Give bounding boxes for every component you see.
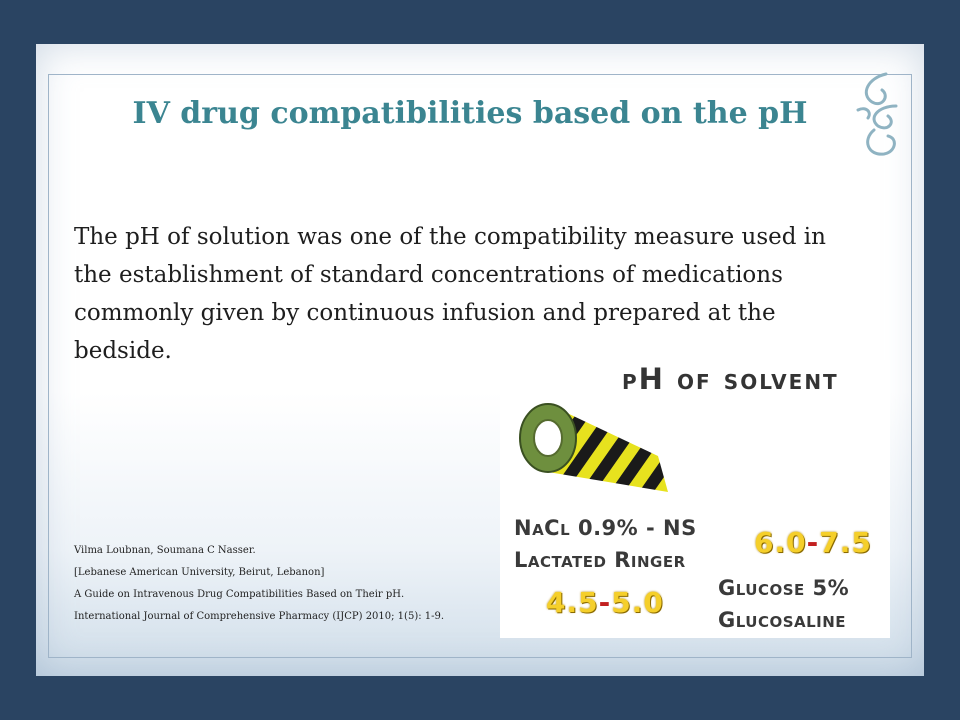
solvent-label-ringer: Lactated Ringer bbox=[514, 548, 686, 572]
body-paragraph: The pH of solution was one of the compatibility measure used in the establishment of standard concentrations of medications commonly given by continuous infusion and prepared at the bedside. bbox=[74, 224, 826, 364]
solvent-label-glucosaline: Glucosaline bbox=[718, 608, 847, 632]
reference-line: [Lebanese American University, Beirut, Lebanon] bbox=[74, 567, 325, 578]
caution-tape-roll-icon bbox=[508, 386, 688, 506]
ph-range-a-low: 6.0 bbox=[754, 526, 807, 559]
solvent-label-glucose: Glucose 5% bbox=[718, 576, 850, 600]
references bbox=[74, 540, 514, 628]
ph-range-b-low: 4.5 bbox=[546, 586, 599, 619]
graphic-title: pH of solvent bbox=[622, 362, 839, 396]
ph-range-a-high: 7.5 bbox=[819, 526, 872, 559]
ph-solvent-graphic bbox=[500, 360, 890, 638]
ph-range-a-dash: - bbox=[806, 526, 820, 559]
ph-range-b bbox=[546, 586, 664, 619]
ph-range-b-dash: - bbox=[598, 586, 612, 619]
reference-line: A Guide on Intravenous Drug Compatibilities Based on Their pH. bbox=[74, 589, 405, 600]
ph-range-b-high: 5.0 bbox=[611, 586, 664, 619]
reference-line: Vilma Loubnan, Soumana C Nasser. bbox=[74, 545, 256, 556]
reference-line: International Journal of Comprehensive Pharmacy (IJCP) 2010; 1(5): 1-9. bbox=[74, 611, 445, 622]
page-title: IV drug compatibilities based on the pH bbox=[132, 96, 808, 131]
ph-range-a bbox=[754, 526, 872, 559]
solvent-label-nacl: NaCl 0.9% - NS bbox=[514, 516, 697, 540]
